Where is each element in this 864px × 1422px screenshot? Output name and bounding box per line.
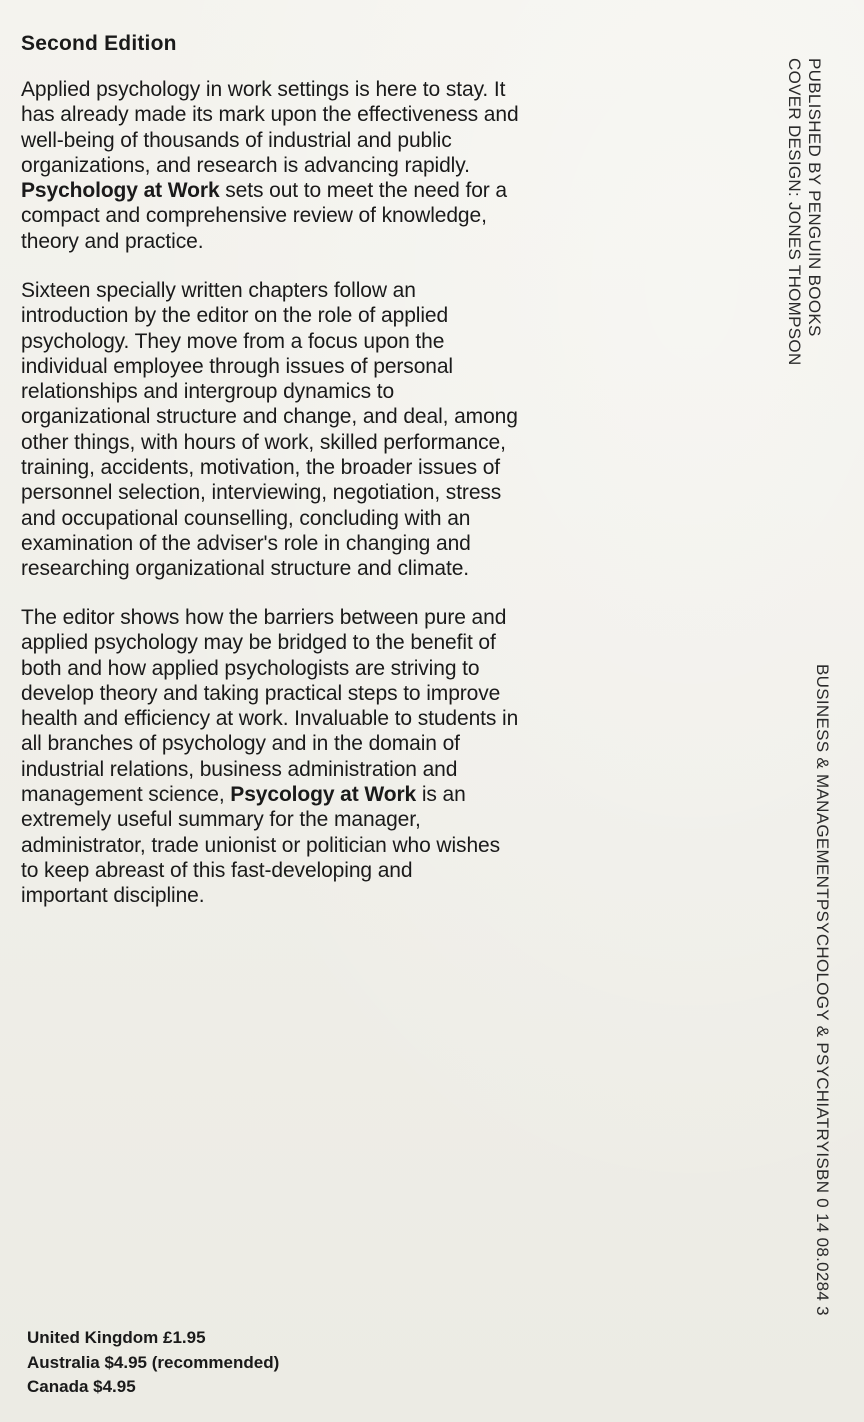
blurb-line: industrial relations, business administration and [21,757,458,781]
blurb-line: important discipline. [21,884,205,908]
blurb-line: The editor shows how the barriers between pure and [21,606,507,629]
blurb-paragraph-1 [21,77,611,254]
blurb-line: and occupational counselling, concluding with an [21,506,471,530]
blurb-line: theory and practice. [21,229,204,253]
blurb-line: organizations, and research is advancing rapidly. [21,153,470,177]
blurb-line: has already made its mark upon the effectiveness and [21,103,519,127]
blurb-line: management science, [21,783,231,807]
publisher-credit: PUBLISHED BY PENGUIN BOOKS [805,58,824,337]
blurb-line: psychology. They move from a focus upon the [21,329,445,353]
blurb-line: Sixteen specially written chapters follow an [21,279,416,302]
blurb-paragraph-3 [21,605,611,909]
price-united-kingdom: United Kingdom £1.95 [27,1328,206,1347]
price-canada: Canada $4.95 [27,1377,136,1396]
blurb-line: develop theory and taking practical steps to improve [21,681,501,705]
blurb-line: other things, with hours of work, skilled performance, [21,430,506,454]
blurb-line: researching organizational structure and climate. [21,557,470,581]
blurb-line: training, accidents, motivation, the broader issues of [21,456,501,480]
blurb-line: both and how applied psychologists are striving to [21,656,480,680]
blurb-line: well-being of thousands of industrial and public [21,128,452,152]
blurb-line: introduction by the editor on the role of applied [21,304,449,328]
isbn-number: ISBN 0 14 08.0284 3 [813,1152,832,1316]
blurb-line: compact and comprehensive review of knowledge, [21,204,487,228]
blurb-line: organizational structure and change, and deal, among [21,405,518,429]
blurb-line: sets out to meet the need for a [219,179,508,203]
blurb-line: individual employee through issues of personal [21,354,454,378]
category-psychology: PSYCHOLOGY & PSYCHIATRY [813,898,832,1153]
blurb-line: extremely useful summary for the manager, [21,808,421,832]
book-title: Psycology at Work [230,783,417,807]
blurb-line: personnel selection, interviewing, negotiation, stress [21,481,502,505]
blurb-paragraph-2 [21,278,611,582]
blurb-line: to keep abreast of this fast-developing and [21,858,413,882]
blurb-line: Applied psychology in work settings is here to stay. It [21,78,506,101]
blurb-line: examination of the adviser's role in changing and [21,531,471,555]
blurb-line: is an [416,783,466,807]
blurb-line: health and efficiency at work. Invaluable to students in [21,707,519,731]
book-title: Psychology at Work [21,179,220,203]
cover-design-credit: COVER DESIGN: JONES THOMPSON [785,58,804,366]
blurb-line: all branches of psychology and in the domain of [21,732,460,756]
blurb-line: applied psychology may be bridged to the benefit of [21,631,496,655]
category-business: BUSINESS & MANAGEMENT [813,664,832,899]
publisher-credits [784,58,824,366]
edition-heading: Second Edition [21,32,177,55]
category-and-isbn [812,664,832,1316]
price-australia: Australia $4.95 (recommended) [27,1352,280,1372]
blurb-line: relationships and intergroup dynamics to [21,380,395,404]
blurb-line: administrator, trade unionist or politician who wishes [21,833,501,857]
price-list [27,1326,279,1400]
